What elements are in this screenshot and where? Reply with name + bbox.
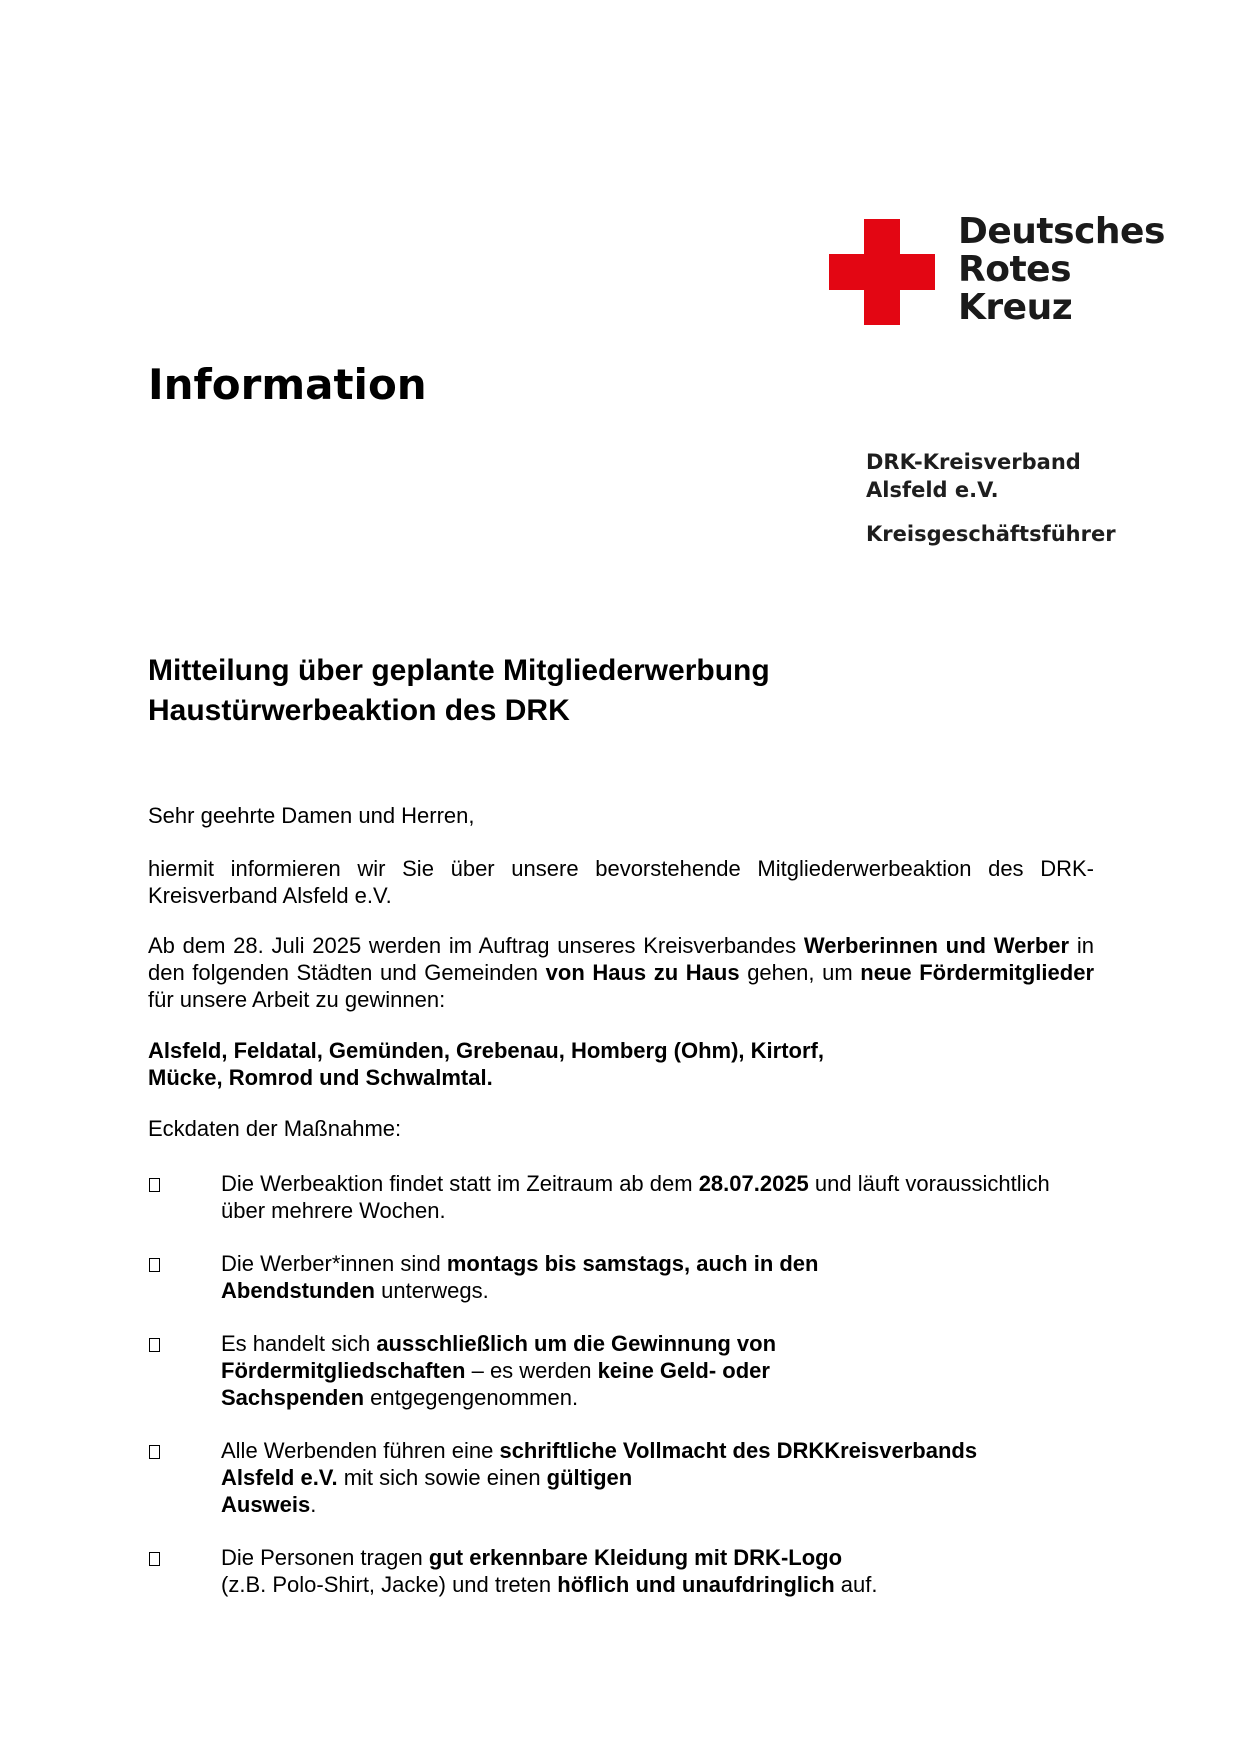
logo-wordmark (958, 213, 1165, 327)
logo-line-3: Kreuz (958, 287, 1073, 328)
salutation: Sehr geehrte Damen und Herren, (148, 803, 475, 828)
bullet-box-icon (149, 1178, 160, 1192)
town-list: Alsfeld, Feldatal, Gemünden, Grebenau, Homberg (Ohm), Kirtorf, Mücke, Romrod und Schwalmtal. (148, 1038, 824, 1090)
sender-role: Kreisgeschäftsführer (866, 522, 1116, 546)
eckdaten-heading: Eckdaten der Maßnahme: (148, 1116, 402, 1141)
sender-city: Alsfeld e.V. (866, 478, 999, 502)
paragraph-intro: hiermit informieren wir Sie über unsere bevorstehende Mitgliederwerbeaktion des DRK-Kreisverband Alsfeld e.V. (148, 856, 1094, 908)
bullet-box-icon (149, 1552, 160, 1566)
list-item: Die Werbeaktion findet statt im Zeitraum ab dem 28.07.2025 und läuft voraussichtlich über mehrere Wochen. (221, 1171, 1050, 1223)
list-item: Alle Werbenden führen eine schriftliche Vollmacht des DRKKreisverbands Alsfeld e.V. mit sich sowie einen gültigen Ausweis. (221, 1438, 978, 1517)
list-item: Die Personen tragen gut erkennbare Kleidung mit DRK-Logo (z.B. Polo-Shirt, Jacke) und treten höflich und unaufdringlich auf. (221, 1545, 878, 1597)
bullet-box-icon (149, 1338, 160, 1352)
subject-heading (148, 651, 770, 731)
logo-line-1: Deutsches (958, 211, 1165, 252)
logo-line-2: Rotes (958, 249, 1072, 290)
bullet-box-icon (149, 1258, 160, 1272)
red-cross-icon-bar (829, 254, 935, 290)
subject-line-2: Haustürwerbeaktion des DRK (148, 694, 570, 727)
list-item: Es handelt sich ausschließlich um die Gewinnung von Fördermitgliedschaften – es werden keine Geld- oder Sachspenden entgegengenommen. (221, 1331, 777, 1410)
page-title: Information (148, 360, 427, 409)
list-item: Die Werber*innen sind montags bis samstags, auch in den Abendstunden unterwegs. (221, 1251, 819, 1303)
sender-block (866, 448, 1116, 548)
subject-line-1: Mitteilung über geplante Mitgliederwerbung (148, 654, 770, 687)
sender-org: DRK-Kreisverband (866, 450, 1081, 474)
bullet-box-icon (149, 1445, 160, 1459)
paragraph-details: Ab dem 28. Juli 2025 werden im Auftrag unseres Kreisverbandes Werberinnen und Werber in den folgenden Städten und Gemeinden von Haus zu Haus gehen, um neue Fördermitglieder für unsere Arbeit zu gewinnen: (148, 933, 1095, 1012)
